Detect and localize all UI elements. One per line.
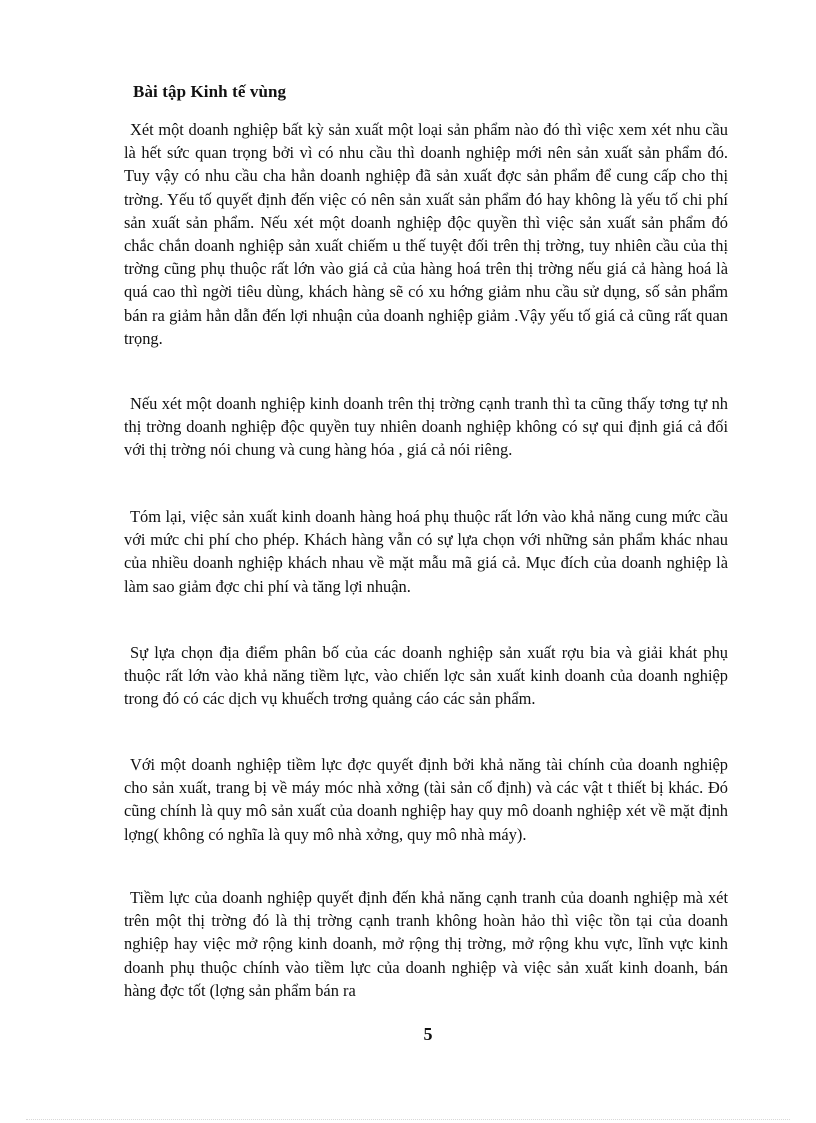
page-bottom-divider: [26, 1119, 790, 1120]
page-title: Bài tập Kinh tế vùng: [133, 82, 287, 101]
paragraph-competitive-market: Nếu xét một doanh nghiệp kinh doanh trên thị trờng cạnh tranh thì ta cũng thấy tơng tự nh thị trờng doanh nghiệp độc quyền tuy nhiên doanh nghiệp không có sự qui định giá cả đối với thị trờng nói chung và cung hàng hóa , giá cả nói riêng.: [124, 394, 728, 460]
paragraph-summary: Tóm lại, việc sản xuất kinh doanh hàng hoá phụ thuộc rất lớn vào khả năng cung mức cầu với mức chi phí cho phép. Khách hàng vẫn có sự lựa chọn với những sản phẩm khác nhau của nhiều doanh nghiệp khách nhau về mặt mẫu mã giá cả. Mục đích của doanh nghiệp là làm sao giảm đợc chi phí và tăng lợi nhuận.: [124, 507, 728, 596]
paragraph-potential: Với một doanh nghiệp tiềm lực đợc quyết định bởi khả năng tài chính của doanh nghiệp cho sản xuất, trang bị về máy móc nhà xởng (tài sản cố định) và các vật t thiết bị khác. Đó cũng chính là quy mô sản xuất của doanh nghiệp hay quy mô doanh nghiệp xét về mặt định lợng( không có nghĩa là quy mô nhà xởng, quy mô nhà máy).: [124, 755, 728, 844]
paragraph-competitiveness: Tiềm lực của doanh nghiệp quyết định đến khả năng cạnh tranh của doanh nghiệp mà xét trên một thị trờng đó là thị trờng cạnh tranh không hoàn hảo thì việc tồn tại của doanh nghiệp hay việc mở rộng kinh doanh, mở rộng thị trờng, mở rộng khu vực, lĩnh vực kinh doanh phụ thuộc chính vào tiềm lực của doanh nghiệp và việc sản xuất kinh doanh, bán hàng đợc tốt (lợng sản phẩm bán ra: [124, 888, 728, 1000]
page-number: 5: [423, 1024, 433, 1044]
paragraph-demand: Xét một doanh nghiệp bất kỳ sản xuất một loại sản phẩm nào đó thì việc xem xét nhu cầu là hết sức quan trọng bởi vì có nhu cầu thì doanh nghiệp mới nên sản xuất sản phẩm đó. Tuy vậy có nhu cầu cha hẳn doanh nghiệp đã sản xuất đợc sản phẩm để cung cấp cho thị trờng. Yếu tố quyết định đến việc có nên sản xuất sản phẩm đó hay không là yếu tố chi phí sản xuất sản phẩm. Nếu xét một doanh nghiệp độc quyền thì việc sản xuất sản phẩm đó chắc chắn doanh nghiệp sản xuất chiếm u thế tuyệt đối trên thị trờng, tuy nhiên cầu của thị trờng cũng phụ thuộc rất lớn vào giá cả của hàng hoá trên thị trờng nếu giá cả hàng hoá là quá cao thì ngời tiêu dùng, khách hàng sẽ có xu hớng giảm nhu cầu sử dụng, số sản phẩm bán ra giảm hẳn dẫn đến lợi nhuận của doanh nghiệp giảm .Vậy yếu tố giá cả cũng rất quan trọng.: [124, 120, 728, 348]
paragraph-location-choice: Sự lựa chọn địa điểm phân bố của các doanh nghiệp sản xuất rợu bia và giải khát phụ thuộc rất lớn vào khả năng tiềm lực, vào chiến lợc sản xuất kinh doanh của doanh nghiệp trong đó có các dịch vụ khuếch trơng quảng cáo các sản phẩm.: [124, 643, 728, 709]
